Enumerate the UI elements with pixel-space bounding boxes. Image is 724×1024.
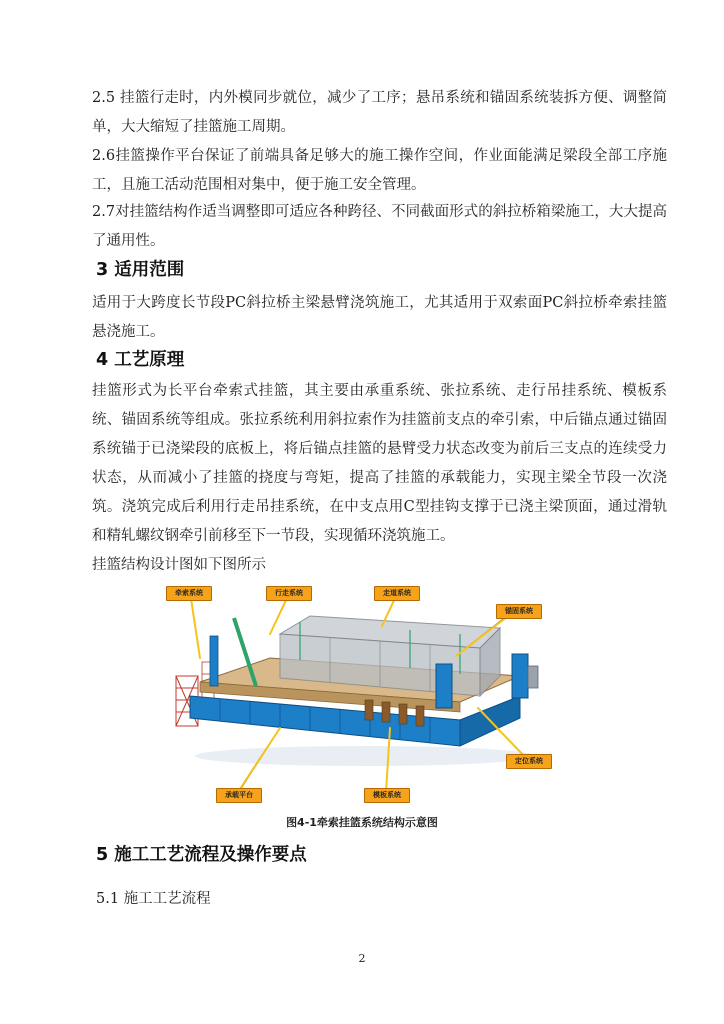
paragraph-2-7: 2.7对挂篮结构作适当调整即可适应各种跨径、不同截面形式的斜拉桥箱梁施工，大大提高了通用性。 xyxy=(92,204,667,249)
label-traction-system: 牵索系统 xyxy=(166,586,212,601)
label-load-platform: 承载平台 xyxy=(216,788,262,803)
label-anchor-system: 锚固系统 xyxy=(496,604,542,619)
paragraph-principle: 挂篮形式为长平台牵索式挂篮，其主要由承重系统、张拉系统、走行吊挂系统、模板系统、锚固系统等组成。张拉系统利用斜拉索作为挂篮前支点的牵引索，中后锚点通过锚固系统锚于已浇梁段的底板上，将后锚点挂篮的悬臂受力状态改变为前后三支点的连续受力状态，从而减小了挂篮的挠度与弯矩，提高了挂篮的承载能力，实现主梁全节段一次浇筑。浇筑完成后利用行走吊挂系统，在中支点用C型挂钩支撑于已浇主梁顶面，通过滑轨和精轧螺纹钢牵引前移至下一节段，实现循环浇筑施工。 xyxy=(92,383,667,544)
label-positioning-system: 定位系统 xyxy=(506,754,552,769)
label-walkway-system: 走道系统 xyxy=(374,586,420,601)
cradle-structure-figure xyxy=(160,578,570,810)
label-formwork-system: 模板系统 xyxy=(364,788,410,803)
subheading-5-1: 5.1 施工工艺流程 xyxy=(96,891,211,907)
paragraph-figure-intro: 挂篮结构设计图如下图所示 xyxy=(92,557,266,573)
paragraph-scope: 适用于大跨度长节段PC斜拉桥主梁悬臂浇筑施工，尤其适用于双索面PC斜拉桥牵索挂篮悬浇施工。 xyxy=(92,295,667,340)
page-number: 2 xyxy=(358,952,366,965)
paragraph-2-6: 2.6挂篮操作平台保证了前端具备足够大的施工操作空间，作业面能满足梁段全部工序施工，且施工活动范围相对集中，便于施工安全管理。 xyxy=(92,148,667,193)
label-walking-system: 行走系统 xyxy=(266,586,312,601)
paragraph-2-5: 2.5 挂篮行走时，内外模同步就位，减少了工序；悬吊系统和锚固系统装拆方便、调整简单，大大缩短了挂篮施工周期。 xyxy=(92,90,667,135)
figure-caption: 图4-1牵索挂篮系统结构示意图 xyxy=(286,816,438,829)
heading-process: 5 施工工艺流程及操作要点 xyxy=(96,845,307,865)
heading-scope: 3 适用范围 xyxy=(96,260,185,280)
heading-principle: 4 工艺原理 xyxy=(96,350,185,370)
